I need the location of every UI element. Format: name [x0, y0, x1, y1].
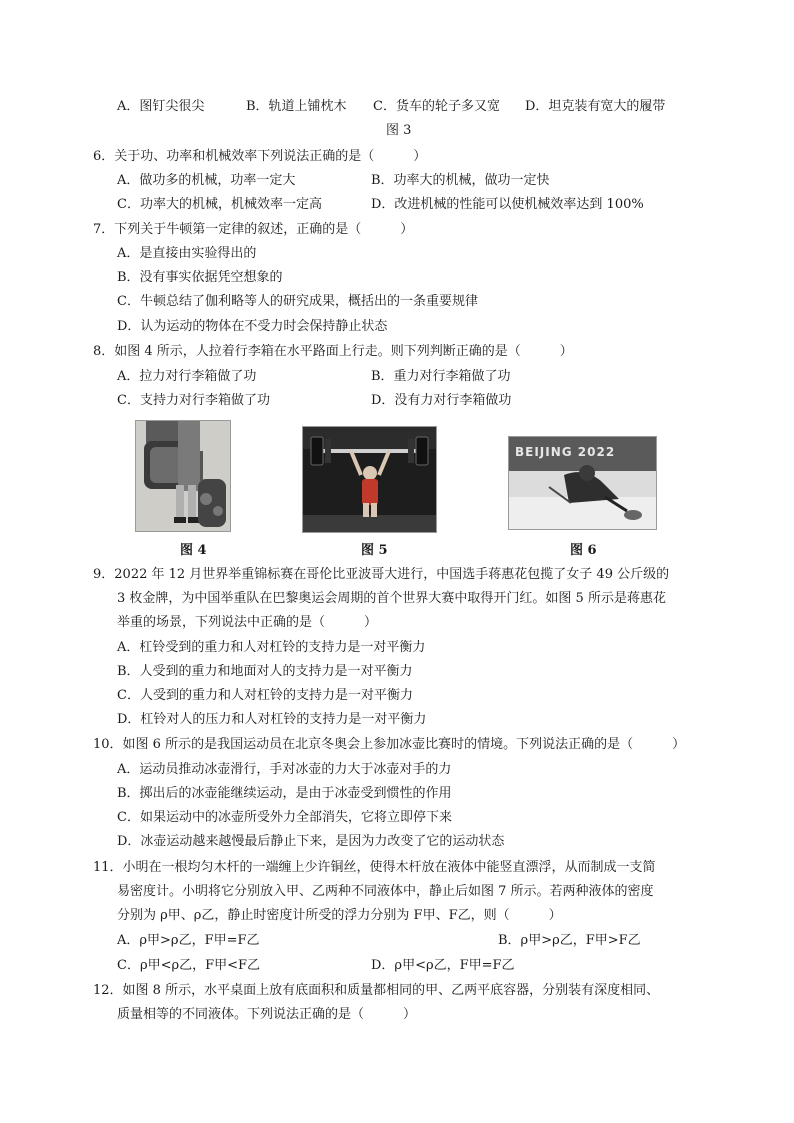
q7-option-b: B．没有事实依据凭空想象的	[117, 270, 283, 285]
q11-option-d: D．ρ甲<ρ乙，F甲=F乙	[371, 958, 515, 973]
q9-stem-line2: 3 枚金牌，为中国举重队在巴黎奥运会周期的首个世界大赛中取得开门红。如图 5 所示是蒋惠花	[117, 591, 666, 606]
q7-option-d: D．认为运动的物体在不受力时会保持静止状态	[117, 319, 388, 334]
q6-option-a: A．做功多的机械，功率一定大	[117, 173, 296, 188]
q7-option-c: C．牛顿总结了伽利略等人的研究成果，概括出的一条重要规律	[117, 294, 478, 309]
q9-stem-line1: 9．2022 年 12 月世界举重锦标赛在哥伦比亚波哥大进行，中国选手蒋惠花包揽了女子 49 公斤级的	[93, 567, 670, 582]
q11-option-c: C．ρ甲<ρ乙，F甲<F乙	[117, 958, 261, 973]
q7-option-a: A．是直接由实验得出的	[117, 246, 257, 261]
q10-option-c: C．如果运动中的冰壶所受外力全部消失，它将立即停下来	[117, 810, 452, 825]
q5-option-d: D．坦克装有宽大的履带	[525, 99, 666, 114]
figure-5-image	[302, 426, 437, 533]
figure-6-image	[508, 436, 657, 530]
q12-stem-line2: 质量相等的不同液体。下列说法正确的是（ ）	[117, 1007, 417, 1022]
q9-option-a: A．杠铃受到的重力和人对杠铃的支持力是一对平衡力	[117, 640, 426, 655]
q11-stem-line2: 易密度计。小明将它分别放入甲、乙两种不同液体中，静止后如图 7 所示。若两种液体的密度	[117, 884, 654, 899]
q9-option-d: D．杠铃对人的压力和人对杠铃的支持力是一对平衡力	[117, 712, 427, 727]
figure-4-caption: 图 4	[180, 543, 207, 558]
q11-option-a: A．ρ甲>ρ乙，F甲=F乙	[117, 933, 260, 948]
q12-stem-line1: 12．如图 8 所示，水平桌面上放有底面积和质量都相同的甲、乙两平底容器，分别装有深度相同、	[93, 983, 660, 998]
q8-option-c: C．支持力对行李箱做了功	[117, 393, 270, 408]
q7-stem: 7．下列关于牛顿第一定律的叙述，正确的是（ ）	[93, 222, 414, 237]
q9-stem-line3: 举重的场景，下列说法中正确的是（ ）	[117, 615, 378, 630]
figure-6-caption: 图 6	[570, 543, 597, 558]
q10-option-d: D．冰壶运动越来越慢最后静止下来，是因为力改变了它的运动状态	[117, 834, 505, 849]
q6-option-c: C．功率大的机械，机械效率一定高	[117, 197, 322, 212]
q8-option-a: A．拉力对行李箱做了功	[117, 369, 257, 384]
figure-5-drawing	[303, 427, 436, 532]
q8-stem: 8．如图 4 所示，人拉着行李箱在水平路面上行走。则下列判断正确的是（ ）	[93, 344, 573, 359]
q6-stem: 6．关于功、功率和机械效率下列说法正确的是（ ）	[93, 149, 427, 164]
q5-option-c: C．货车的轮子多又宽	[373, 99, 500, 114]
q8-option-b: B．重力对行李箱做了功	[371, 369, 511, 384]
q10-option-b: B．掷出后的冰壶能继续运动，是由于冰壶受到惯性的作用	[117, 786, 452, 801]
q8-option-d: D．没有力对行李箱做功	[371, 393, 512, 408]
q11-stem-line1: 11．小明在一根均匀木杆的一端缠上少许铜丝，使得木杆放在液体中能竖直漂浮，从而制成一支简	[93, 860, 656, 875]
q5-option-a: A．图钉尖很尖	[117, 99, 205, 114]
q10-option-a: A．运动员推动冰壶滑行，手对冰壶的力大于冰壶对手的力	[117, 762, 452, 777]
figure-6-sign-text: BEIJING 2022	[515, 445, 616, 459]
q6-option-d: D．改进机械的性能可以使机械效率达到 100%	[371, 197, 644, 212]
q6-option-b: B．功率大的机械，做功一定快	[371, 173, 550, 188]
q9-option-b: B．人受到的重力和地面对人的支持力是一对平衡力	[117, 664, 413, 679]
figure-5-caption: 图 5	[361, 543, 388, 558]
q11-stem-line3: 分别为 ρ甲、ρ乙，静止时密度计所受的浮力分别为 F甲、F乙，则（ ）	[117, 908, 562, 923]
figure-4-drawing	[136, 421, 230, 531]
q10-stem: 10．如图 6 所示的是我国运动员在北京冬奥会上参加冰壶比赛时的情境。下列说法正确的是（ ）	[93, 737, 686, 752]
q5-option-b: B．轨道上铺枕木	[246, 99, 347, 114]
figure-4-image	[135, 420, 231, 532]
figure-3-label: 图 3	[386, 123, 412, 138]
q11-option-b: B．ρ甲>ρ乙，F甲>F乙	[498, 933, 641, 948]
q9-option-c: C．人受到的重力和人对杠铃的支持力是一对平衡力	[117, 688, 413, 703]
